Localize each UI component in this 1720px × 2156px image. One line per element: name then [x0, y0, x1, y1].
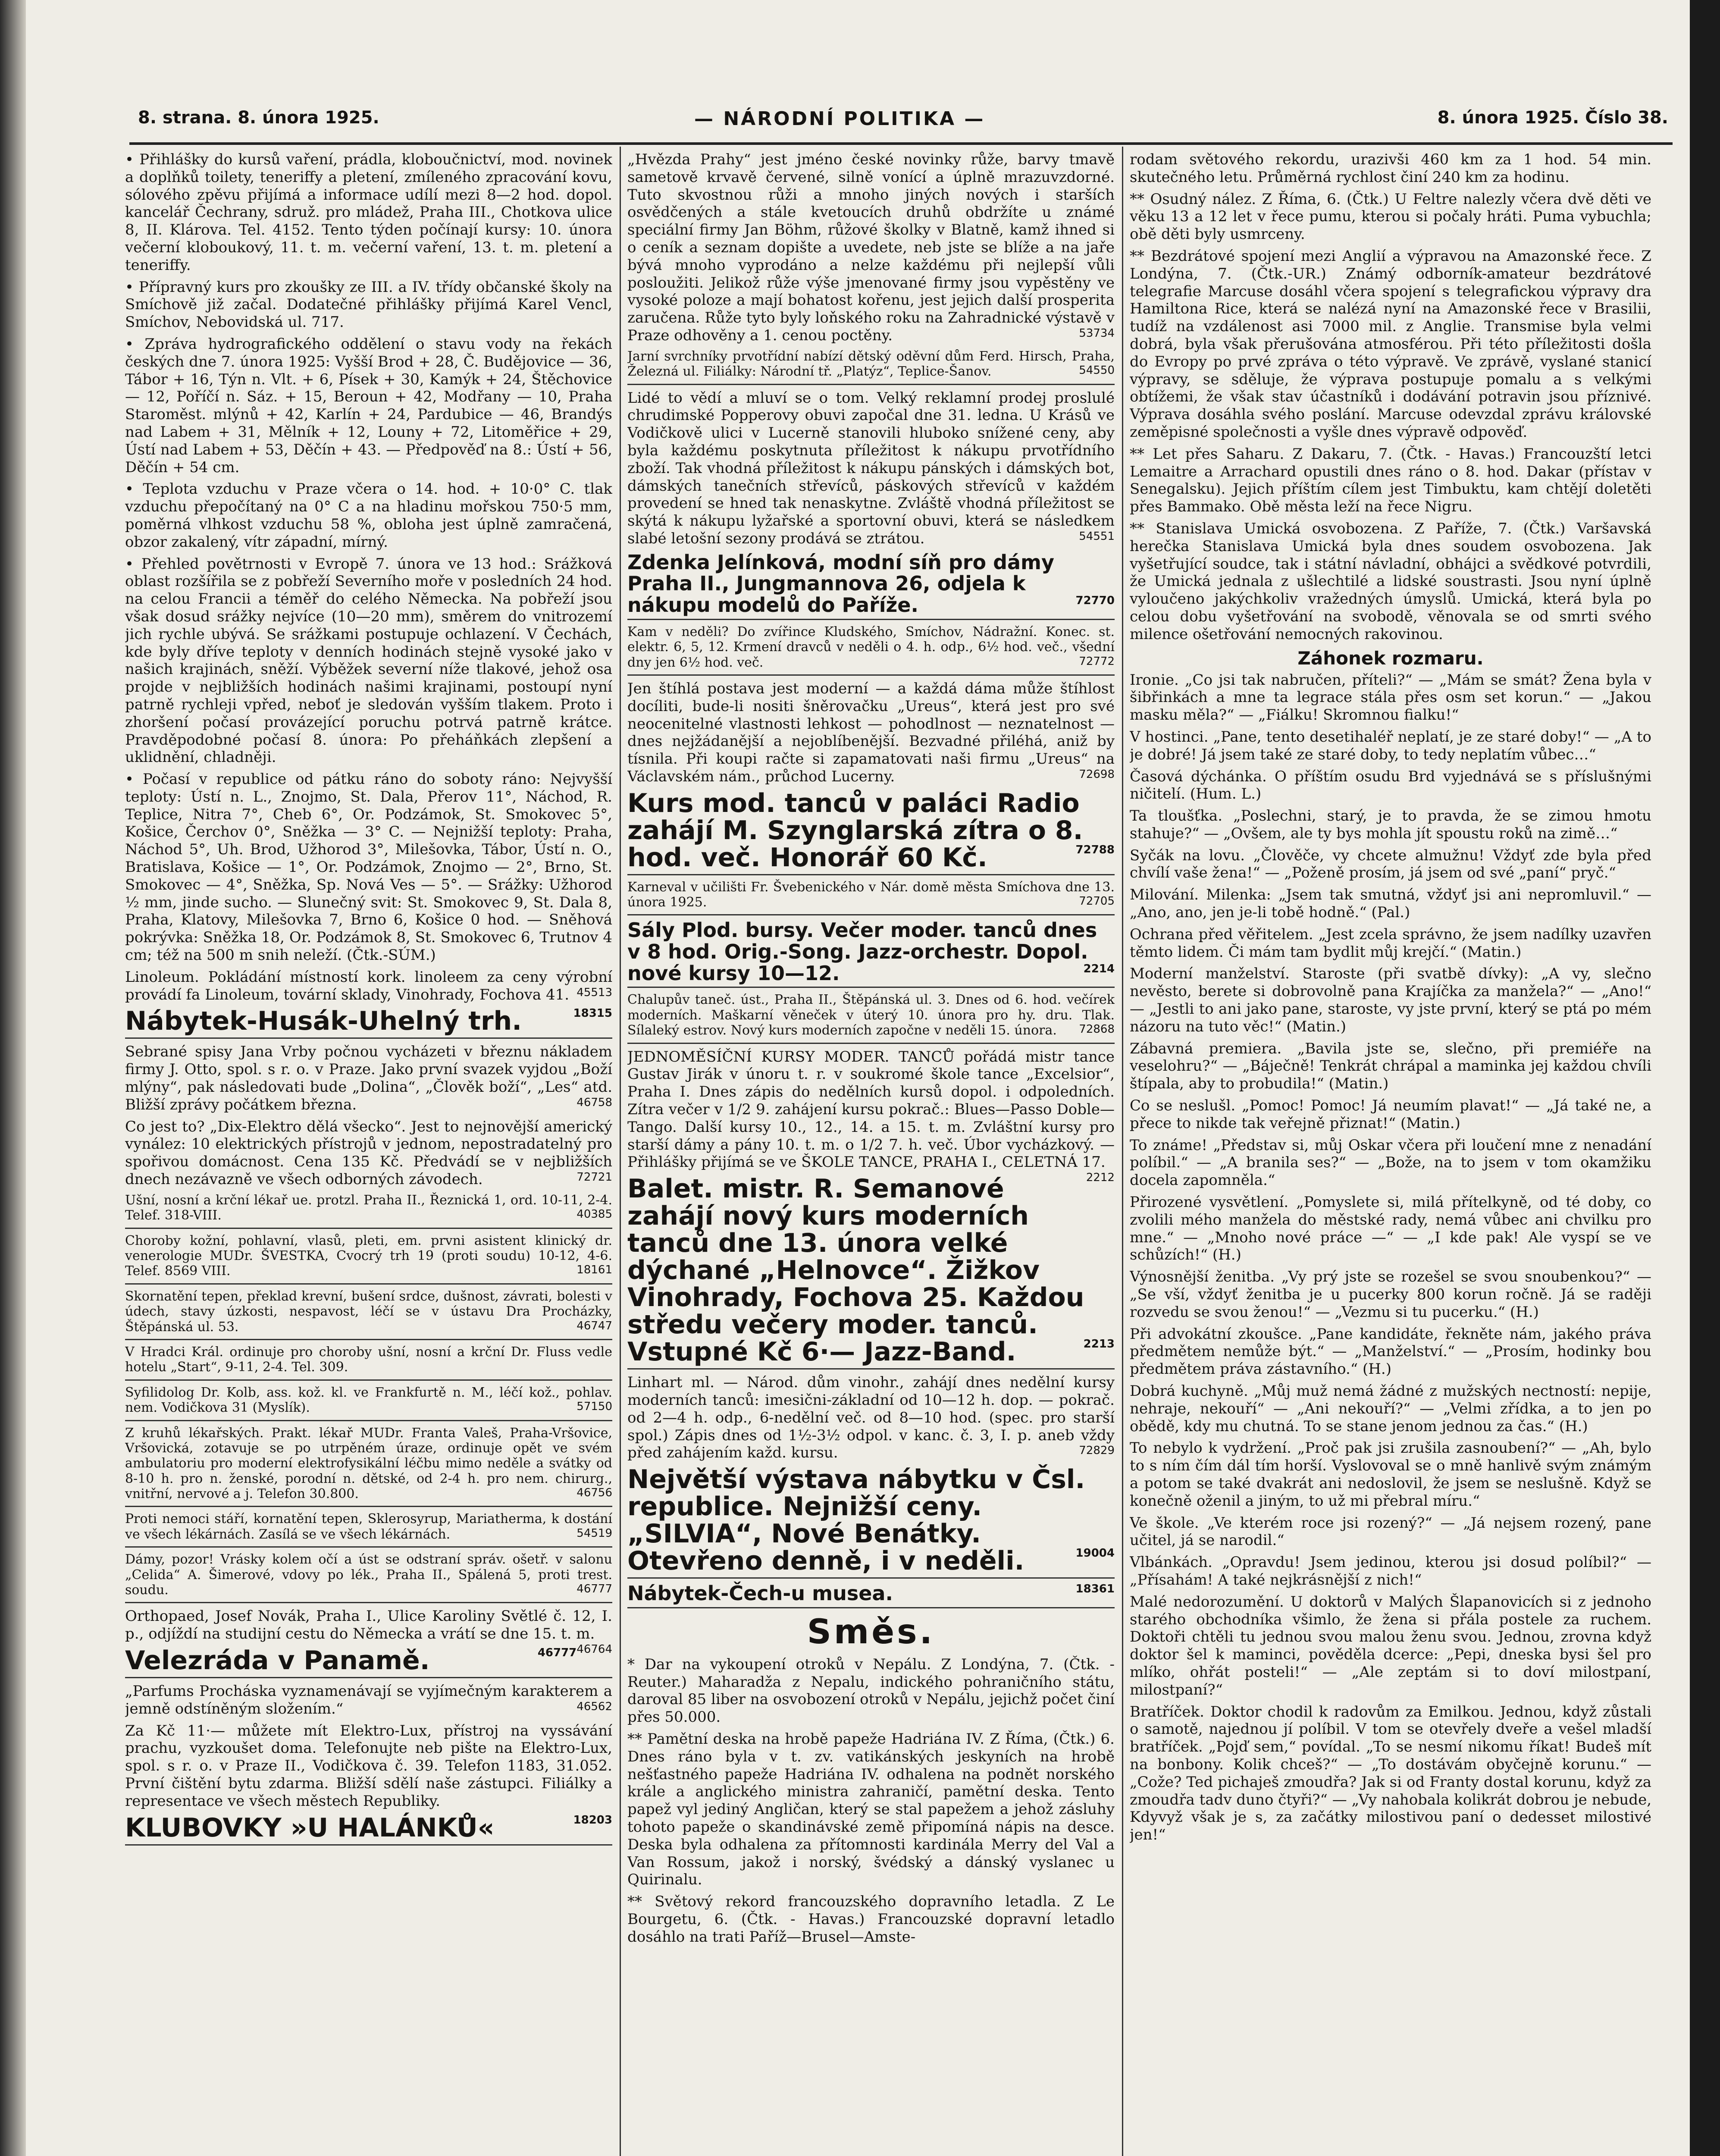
item-text: Dámy, pozor! Vrásky kolem očí a úst se odstraní správ. ošetř. v salonu „Celida“ A. Šimerové, vdovy po lék., Praha II., Spálená 5, proti trest. soudu. [125, 1552, 612, 1598]
classified-notice [125, 1289, 612, 1335]
classified-notice [627, 992, 1115, 1038]
news-item [1130, 248, 1651, 441]
item-text: • Teplota vzduchu v Praze včera o 14. hod. + 10·0° C. tlak vzduchu přepočítaný na 0° C a na hladinu mořskou 750·5 mm, poměrná vlhkost vzduchu 58 %, obloha jest úplně zamračená, obzor zakalený, vítr západní, mírný. [125, 480, 612, 551]
classified-notice [125, 1426, 612, 1502]
ad-reference-number: 72829 [1079, 1444, 1115, 1457]
header-rule [129, 142, 1673, 145]
ad-separator [125, 1283, 612, 1285]
news-item [627, 389, 1115, 548]
item-text: Proti nemoci stáří, kornatění tepen, Sklerosyrup, Mariatherma, k dostání ve všech lékárnách. Zasílá se ve všech lékárnách. [125, 1511, 612, 1542]
news-item [1130, 671, 1651, 724]
item-text: ** Stanislava Umická osvobozena. Z Paříže, 7. (Čtk.) Varšavská herečka Stanislava Umická byla dnes soudem osvobozena. Jak vyšetřující soudce, tak i státní návladní, obhájci a svědkové potvrdili, že Umická jednala z ušlechtilé a lidské soustrasti. Jsou nyní úplně vyloučeno jakýchkoliv vražedných úmyslů. Umická, která byla po celou dobu vyšetřování na svobodě, věnovala se od smrti svého milence ošetřování nemocných rakovinou. [1130, 520, 1651, 643]
ad-separator [125, 1844, 612, 1846]
item-text: Balet. mistr. R. Semanové zahájí nový kurs moderních tanců dne 13. února velké dýchané „Helnovce“. Žižkov Vinohrady, Fochova 25. Každou středu večery moder. tanců. Vstupné Kč 6·— Jazz-Band. [627, 1174, 1084, 1367]
item-text: ** Světový rekord francouzského dopravního letadla. Z Le Bourgetu, 6. (Čtk. - Havas.) Francouzské dopravní letadlo dosáhlo na trati Paříž—Brusel—Amste- [627, 1893, 1115, 1946]
column-3 [1130, 151, 1651, 2156]
classified-notice [125, 1511, 612, 1542]
classified-notice [125, 1552, 612, 1598]
header-right: 8. února 1925. Číslo 38. [1437, 108, 1668, 128]
column-subheading [1130, 648, 1651, 669]
ad-reference-number: 54550 [1079, 364, 1115, 377]
item-text: Časová dýchánka. O příštím osudu Brd vyjednává se s příslušnými ničitelí. (Hum. L.) [1130, 768, 1651, 803]
ad-reference-number: 54551 [1079, 530, 1115, 543]
ad-separator [627, 914, 1115, 915]
news-item [1130, 1703, 1651, 1844]
news-item [1130, 151, 1651, 186]
classified-notice [125, 1233, 612, 1279]
news-item [1130, 1326, 1651, 1378]
ad-reference-number: 46764 [576, 1643, 612, 1656]
ad-separator [627, 619, 1115, 620]
ad-separator [627, 1043, 1115, 1044]
news-item [1130, 1439, 1651, 1510]
item-text: • Počasí v republice od pátku ráno do soboty ráno: Nejvyšší teploty: Ústí n. L., Znojmo, St. Dala, Přerov 11°, Náchod, R. Teplice, Nitra 7°, Cheb 6°, Or. Podzámok, St. Smokovec 5°, Košice, Čerchov 0°, Sněžka — 3° C. — Nejnižší teploty: Praha, Náchod 5°, Uh. Brod, Užhorod 3°, Milešovka, Tábor, Ústí n. O., Bratislava, Košice — 1°, Or. Podzámok, Znojmo — 2°, Brno, St. Smokovec — 4°, Sněžka, Sp. Nová Ves — 5°. — Srážky: Užhorod ½ mm, jinde sucho. — Slunečný svit: St. Smokovec 9, St. Dala 8, Praha, Klatovy, Milešovka 7, Brno 6, Košice 0 hod. — Sněhová pokrývka: Sněžka 18, Or. Podzámok 8, St. Smokovec 6, Trutnov 4 cm; též na 500 m snih neleží. (Čtk.-SÚM.) [125, 771, 612, 964]
news-item [1130, 520, 1651, 643]
item-text: Ve škole. „Ve kterém roce jsi rozený?“ — „Já nejsem rozený, pane učitel, já se narodil.“ [1130, 1514, 1651, 1549]
news-item [125, 1683, 612, 1718]
ad-reference-number: 18203 [573, 1813, 612, 1827]
news-item [1130, 768, 1651, 803]
ad-reference-number: 19004 [1075, 1547, 1115, 1560]
item-text: Velezráda v Panamě. [125, 1645, 430, 1676]
ad-reference-number: 18161 [576, 1263, 612, 1277]
news-item [125, 480, 612, 551]
ad-separator [627, 1607, 1115, 1608]
page-header [138, 108, 1668, 138]
ad-reference-number: 45513 [576, 986, 612, 999]
ad-reference-number: 18361 [1075, 1583, 1115, 1596]
item-text: Sebrané spisy Jana Vrby počnou vycházeti v březnu nákladem firmy J. Otto, spol. s r. o. v Praze. Jako první svazek vyjdou „Boží mlýny“, pak následovati bude „Dolina“, „Člověk boží“, „Les“ atd. Bližší zprávy počátkem března. [125, 1043, 612, 1113]
news-item [1130, 445, 1651, 516]
ad-reference-number: 18315 [573, 1007, 612, 1020]
news-item [627, 680, 1115, 786]
item-text: • Zpráva hydrografického oddělení o stavu vody na řekách českých dne 7. února 1925: Vyšší Brod + 28, Č. Budějovice — 36, Tábor + 16, Týn n. Vlt. + 6, Písek + 30, Kamýk + 24, Štěchovice — 12, Poříčí n. Sáz. + 15, Beroun + 42, Modřany — 10, Praha Staroměst. mlýnů + 42, Karlín + 24, Pardubice — 46, Brandýs nad Labem + 31, Mělník + 12, Louny + 72, Litoměřice + 29, Ústí nad Labem + 53, Děčín + 43. — Předpověď na 8.: Ústí + 56, Děčín + 54 cm. [125, 335, 612, 476]
ad-separator [627, 1368, 1115, 1369]
ad-reference-number: 72868 [1079, 1023, 1115, 1036]
news-item [1130, 1554, 1651, 1589]
ad-separator [125, 1037, 612, 1039]
display-advertisement [627, 790, 1115, 871]
item-text: „Parfums Procháska vyznamenávají se vyjímečným karakterem a jemně odstíněným složením.“ [125, 1683, 612, 1717]
item-text: Záhonek rozmaru. [1297, 647, 1484, 669]
news-item [125, 968, 612, 1004]
item-text: Jarní svrchníky prvotřídní nabízí dětský oděvní dům Ferd. Hirsch, Praha, Železná ul. Filiálky: Národní tř. „Platýz“, Teplice-Šanov. [627, 348, 1115, 379]
ad-reference-number: 72788 [1075, 843, 1115, 856]
item-text: Co se neslušl. „Pomoc! Pomoc! Já neumím plavat!“ — „Já také ne, a přece to nikde tak veřejně přiznat!“ (Matin.) [1130, 1097, 1651, 1132]
ad-separator [627, 987, 1115, 988]
item-text: Sály Plod. bursy. Večer moder. tanců dnes v 8 hod. Orig.-Song. Jazz-orchestr. Dopol. nové kursy 10—12. [627, 918, 1097, 985]
ad-separator [627, 1577, 1115, 1579]
column-divider [1122, 147, 1123, 2156]
item-text: To nebylo k vydržení. „Proč pak jsi zrušila zasnoubení?“ — „Ah, bylo to s ním čím dál tím horší. Vyslovoval se o mně hanlivě svým známým a potom se také dvakrát ani nedoslovil, že jsem se neslušně. Když se konečně oženil a jiným, to už mi přebral míru.“ [1130, 1439, 1651, 1510]
display-advertisement [125, 1814, 612, 1842]
ad-separator [125, 1602, 612, 1603]
ad-reference-number: 46777 [537, 1646, 577, 1660]
news-item [1130, 847, 1651, 882]
item-text: Lidé to vědí a mluví se o tom. Velký reklamní prodej proslulé chrudimské Popperovy obuvi započal dne 31. ledna. U Krásů ve Vodičkově ulici v Lucerně stanovili hluboko snížené ceny, aby byla každému poskytnuta příležitost k nákupu prvotřídního zboží. Tak vhodná příležitost k nákupu pánských i dámských bot, dámských tanečních střevíců, páskových střevíců v každém provedení se hned tak nenaskytne. Zvláště vhodná příležitost se skýtá k nákupu lyžařské a sportovní obuvi, která se následkem slabé letošní sezony prodává se ztrátou. [627, 389, 1115, 547]
item-text: Linhart ml. — Národ. dům vinohr., zahájí dnes nedělní kursy moderních tanců: imesični-základní od 10—12 h. dop. — pokrač. od 2—4 h. odp., 6-nedělní več. od 8—10 hod. (spec. pro starší spol.) Zápis dnes od 1½-3½ odpol. v kanc. č. 3, I. p. aneb vždy před zahájením každ. kursu. [627, 1374, 1115, 1462]
news-item [1130, 965, 1651, 1035]
news-item [125, 151, 612, 274]
news-item [627, 1048, 1115, 1185]
item-text: Syfilidolog Dr. Kolb, ass. kož. kl. ve Frankfurtě n. M., léčí kož., pohlav. nem. Vodičkova 31 (Myslík). [125, 1385, 612, 1416]
item-text: • Přihlášky do kursů vaření, prádla, kloboučnictví, mod. novinek a doplňků toilety, teneriffy a pletení, zmíleného zpracování kovu, sólového zpěvu přijímá a informace udílí mezi 8—2 hod. dopol. kancelář Čechrany, sdruž. pro mládež, Praha III., Chotkova ulice 8, II. Klárova. Tel. 4152. Tento týden počínají kursy: 10. února večerní kloboukový, 11. t. m. večerní vaření, 13. t. m. pletení a teneriffy. [125, 151, 612, 274]
item-text: Výnosnější ženitba. „Vy prý jste se rozešel se svou snoubenkou?“ — „Se vší, vždyť ženitba je u pucerky 800 korun ročně. Já se raději rozvedu se svou ženou!“ — „Vezmu si tu pucerku.“ (H.) [1130, 1268, 1651, 1321]
item-text: Za Kč 11·— můžete mít Elektro-Lux, přístroj na vyssávání prachu, vyzkoušet doma. Telefonujte neb pište na Elektro-Lux, spol. s r. o. v Praze II., Vodičkova č. 39. Telefon 1183, 31.052. První čištění bytu zdarma. Bližší sdělí naše zástupci. Filiálky a representace ve všech městech Republiky. [125, 1722, 612, 1810]
item-text: Malé nedorozumění. U doktorů v Malých Šlapanovicích si z jednoho starého obchodníka všimlo, že žena si přála postele za ruchem. Doktoři chtěli tu jednou svou malou ženu svou. Jednou, zrovna když doktor šel k maminci, pověděla dcerce: „Pepi, dneska bysi šel pro mlíko, ohřát posteli!“ — „Ale zeptám si to doví milostpaní, milostpaní?“ [1130, 1593, 1651, 1698]
item-text: To známe! „Představ si, můj Oskar včera při loučení mne z nenadání políbil.“ — „A branila ses?“ — „Bože, na to jsem v tom okamžiku docela zapomněla.“ [1130, 1136, 1651, 1189]
classified-notice [627, 624, 1115, 670]
item-text: Karneval v učilišti Fr. Švebenického v Nár. domě města Smíchova dne 13. února 1925. [627, 879, 1115, 910]
news-item [627, 151, 1115, 345]
bold-advertisement [627, 920, 1115, 984]
news-item [1130, 1268, 1651, 1321]
news-item [1130, 926, 1651, 961]
ad-separator [627, 874, 1115, 875]
classified-notice [125, 1193, 612, 1223]
item-text: JEDNOMĚSÍČNÍ KURSY MODER. TANCŮ pořádá mistr tance Gustav Jirák v únoru t. r. v soukromé škole tance „Excelsior“, Praha I. Dnes zápis do nedělních kursů dopol. i odpoledních. Zítra večer v 1/2 9. zahájení kursu pokrač.: Blues—Passo Doble—Tango. Další kursy 10., 12., 14. a 15. t. m. Zvláštní kursy pro starší dámy a pány 10. t. m. o 1/2 7. h. več. Úbor vycházkový. — Přihlášky přijímá se ve ŠKOLE TANCE, PRAHA I., CELETNÁ 17. [627, 1048, 1115, 1171]
display-advertisement [125, 1008, 612, 1035]
news-item [1130, 1593, 1651, 1699]
item-text: rodam světového rekordu, urazivši 460 km za 1 hod. 54 min. skutečného letu. Průměrná rychlost činí 240 km za hodinu. [1130, 151, 1651, 186]
item-text: Směs. [807, 1612, 935, 1651]
column-divider [620, 147, 621, 2156]
scan-edge-right [1690, 0, 1720, 2156]
ad-separator [125, 1228, 612, 1229]
news-item [125, 279, 612, 331]
item-text: * Dar na vykoupení otroků v Nepálu. Z Londýna, 7. (Čtk. - Reuter.) Maharadža z Nepalu, indického pohraničního státu, daroval 85 liber na osvobození otroků v Nepálu, jejichž počet činí přes 50.000. [627, 1655, 1115, 1726]
ad-reference-number: 40385 [576, 1208, 612, 1221]
news-item [125, 555, 612, 767]
ad-reference-number: 46562 [576, 1700, 612, 1713]
item-text: Skornatění tepen, překlad krevní, bušení srdce, dušnost, závrati, bolesti v údech, stavy úzkosti, nespavost, léčí se v ústavu Dra Procházky, Štěpánská ul. 53. [125, 1288, 612, 1335]
item-text: Ochrana před věřitelem. „Jest zcela správno, že jsem nadílky uzavřen těmto lidem. Či mám tam bydlit můj krejčí.“ (Matin.) [1130, 925, 1651, 961]
ad-reference-number: 72721 [576, 1171, 612, 1184]
news-item [1130, 1514, 1651, 1550]
item-text: Ta tloušťka. „Poslechni, starý, je to pravda, že se zimou hmotu stahuje?“ — „Ovšem, ale ty bys mohla jít spoustu roků na zimě…“ [1130, 807, 1651, 842]
bold-advertisement [627, 552, 1115, 616]
ad-separator [125, 1677, 612, 1678]
classified-notice [125, 1385, 612, 1416]
news-item [1130, 807, 1651, 843]
ad-separator [125, 1506, 612, 1507]
item-text: Dobrá kuchyně. „Můj muž nemá žádné z mužských nectností: nepije, nehraje, nekouří“ — „Ani nekouří?“ — „Velmi zřídka, a to jen po obědě, kdy mu chutná. To se stane jenom jednou za čas.“ (H.) [1130, 1382, 1651, 1435]
item-text: Linoleum. Pokládání místností kork. linoleem za ceny výrobní provádí fa Linoleum, tovární sklady, Vinohrady, Fochova 41. [125, 968, 612, 1003]
ad-reference-number: 2213 [1083, 1338, 1115, 1351]
ad-reference-number: 72705 [1079, 895, 1115, 908]
item-text: V Hradci Král. ordinuje pro choroby ušní, nosní a krční Dr. Fluss vedle hotelu „Start“, 9-11, 2-4. Tel. 309. [125, 1344, 612, 1375]
item-text: Kam v neděli? Do zvířince Kludského, Smíchov, Nádražní. Konec. st. elektr. 6, 5, 12. Krmení dravců v neděli o 4. h. odp., 6½ hod. več., všední dny jen 6½ hod. več. [627, 624, 1115, 670]
item-text: Přirozené vysvětlení. „Pomyslete si, milá přítelkyně, od té doby, co zvolili mého manžela do městské rady, nemá vůbec ani chvilku pro mne.“ — „Mnoho nové práce —“ — „I kde pak! Ale vyspí se ve schůzích!“ (H.) [1130, 1194, 1651, 1264]
news-item [627, 1374, 1115, 1462]
item-text: KLUBOVKY »U HALÁNKŮ« [125, 1812, 495, 1843]
news-item [1130, 1382, 1651, 1435]
item-text: Vlbánkách. „Opravdu! Jsem jedinou, kterou jsi dosud políbil?“ — „Přísahám! A také nejkrásnější z nich!“ [1130, 1554, 1651, 1589]
item-text: Choroby kožní, pohlavní, vlasů, pleti, em. prvni asistent klinický dr. venerologie MUDr. ŠVESTKA, Cvocrý trh 19 (proti soudu) 10-12, 4-6. Telef. 8569 VIII. [125, 1233, 612, 1279]
ad-separator [627, 384, 1115, 385]
bold-advertisement [627, 1583, 1115, 1604]
news-item [125, 771, 612, 964]
display-advertisement [125, 1647, 612, 1674]
ad-reference-number: 54519 [576, 1526, 612, 1540]
news-item [1130, 1194, 1651, 1264]
news-item [627, 1656, 1115, 1726]
column-1 [125, 151, 612, 2156]
item-text: Největší výstava nábytku v Čsl. republice. Nejnižší ceny. „SILVIA“, Nové Benátky. Otevřeno denně, i v neděli. [627, 1464, 1085, 1576]
ad-reference-number: 46756 [576, 1486, 612, 1500]
news-item [125, 1118, 612, 1188]
ad-reference-number: 2212 [1086, 1171, 1115, 1185]
ad-reference-number: 57150 [576, 1400, 612, 1413]
header-left: 8. strana. 8. února 1925. [138, 108, 379, 128]
item-text: Nábytek-Husák-Uhelný trh. [125, 1006, 522, 1037]
item-text: „Hvězda Prahy“ jest jméno české novinky růže, barvy tmavě sametově krvavě červené, silně vonící a úplně mrazuvzdorné. Tuto skvostnou růži a mnoho jiných nových i starších osvědčených a stále kvetoucích druhů obdržíte u známé speciální firmy Jan Böhm, růžové školky v Blatně, kamž ihned si o ceník a seznam dopište a uvedete, neb jste se blíže a na jaře bývá mnoho vyprodáno a nelze každému při nejlepší vůli posloužiti. Jelikož růže výše jmenované firmy jsou vypěstěny ve vysoké poloze a mají bohatost kořenu, jest jejich další prosperita zaručena. Růže tyto byly loňského roku na Zahradnické výstavě v Praze odhověny a 1. cenou poctěny. [627, 151, 1115, 344]
news-item [1130, 1137, 1651, 1189]
item-text: Syčák na lovu. „Člověče, vy chcete almužnu! Vždyť zde byla před chvílí vaše žena!“ — „Poženě prosím, já jsem od své „paní“ pryč.“ [1130, 846, 1651, 882]
item-text: Co jest to? „Dix-Elektro dělá všecko“. Jest to nejnovější americký vynález: 10 elektrických přístrojů v jednom, nepostradatelný pro spořivou domácnost. Cena 135 Kč. Předvádí se v nejbližších dnech nezávazně ve všech odborných závodech. [125, 1118, 612, 1188]
item-text: ** Bezdrátové spojení mezi Anglií a výpravou na Amazonské řece. Z Londýna, 7. (Čtk.-UR.) Známý odborník-amateur bezdrátové telegrafie Marcuse dosáhl včera spojení s telegrafickou výpravy dra Hamiltona Rice, která se nalézá nyní na Amazonské řece v Brasilii, tudíž na vzdálenost asi 7000 mil. z Anglie. Transmise byla velmi dobrá, byla však přerušována atmosférou. Při této příležitosti došla do Evropy po prvé zpráva o této výpravě. Ve zprávě, vyslané stanicí výpravy, se sděluje, že výprava postupuje pomalu a s velkými obtížemi, že však stav účastníků i dodávání potravin jsou příznivé. Výprava dosáhla svého poslání. Marcuse odevzdal zprávu královské zeměpisné společnosti a vyšle dnes výpravě odpověď. [1130, 247, 1651, 441]
item-text: ** Let přes Saharu. Z Dakaru, 7. (Čtk. - Havas.) Francouzští letci Lemaitre a Arrachard opustili dnes ráno o 8. hod. Dakar (přístav v Senegalsku). Jejich příštím cílem jest Timbuktu, kam chtějí doletěti přes Bammako. Obě města leží na řece Nigru. [1130, 445, 1651, 516]
section-heading [627, 1613, 1115, 1651]
item-text: Při advokátní zkoušce. „Pane kandidáte, řekněte nám, jakého práva předmětem nemůže být.“ — „Manželství.“ — „Prosím, hodinky bou předmětem práva zástavního.“ (H.) [1130, 1325, 1651, 1378]
news-item [627, 1730, 1115, 1889]
ad-reference-number: 72772 [1079, 655, 1115, 668]
news-item [125, 1043, 612, 1113]
item-text: Zábavná premiera. „Bavila jste se, slečno, při premiéře na veselohru?“ — „Báječně! Tenkrát chrápal a maminka jej každou chvíli štípala, aby to probudila!“ (Matin.) [1130, 1040, 1651, 1093]
ad-separator [627, 674, 1115, 676]
item-text: Ušní, nosní a krční lékař ue. protzl. Praha II., Řeznická 1, ord. 10-11, 2-4. Telef. 318-VIII. [125, 1192, 612, 1223]
classified-notice [627, 349, 1115, 379]
news-item [1130, 728, 1651, 764]
ad-separator [125, 1546, 612, 1548]
news-item [1130, 1097, 1651, 1132]
ad-reference-number: 46747 [576, 1319, 612, 1332]
item-text: Nábytek-Čech-u musea. [627, 1582, 893, 1605]
news-item [627, 1893, 1115, 1946]
classified-notice [627, 880, 1115, 910]
ad-reference-number: 72698 [1079, 768, 1115, 781]
news-item [125, 1722, 612, 1810]
item-text: ** Pamětní deska na hrobě papeže Hadriána IV. Z Říma, (Čtk.) 6. Dnes ráno byla v t. zv. vatikánských jeskyních na hrobě nešťastného papeže Hadriána IV. odhalena na podnět norského krále a anglického ministra zahraničí, pamětní deska. Tento papež vyl jediný Angličan, který se stal papežem a jehož zásluhy tohoto papeže o skandinávské země připomíná nápis na desce. Deska byla odhalena za přítomnosti kardinála Merry del Val a Van Rossum, jakož i norský, švédský a dánský vyslanec u Quirinalu. [627, 1730, 1115, 1889]
item-text: Moderní manželství. Staroste (při svatbě dívky): „A vy, slečno nevěsto, berete si dobrovolně pana Krajíčka za manžela?“ — „Ano!“ — „Jestli to ani jako pane, staroste, vy jste první, který se ptá po mém názoru na tuto věc!“ (Matin.) [1130, 965, 1651, 1035]
item-text: Orthopaed, Josef Novák, Praha I., Ulice Karoliny Světlé č. 12, I. p., odjíždí na studijní cestu do Německa a vrátí se dne 15. t. m. [125, 1608, 612, 1643]
item-text: Zdenka Jelínková, modní síň pro dámy Praha II., Jungmannova 26, odjela k nákupu modelů do Paříže. [627, 550, 1054, 617]
item-text: • Přípravný kurs pro zkoušky ze III. a IV. třídy občanské školy na Smíchově již začal. Dodatečné přihlášky přijímá Karel Vencl, Smíchov, Nebovidská ul. 717. [125, 278, 612, 331]
item-text: Ironie. „Co jsi tak nabručen, příteli?“ — „Mám se smát? Žena byla v šibřinkách a mne ta legrace stála přes osm set korun.“ — „Jakou masku měla?“ — „Fiálku! Skromnou fialku!“ [1130, 671, 1651, 724]
item-text: Kurs mod. tanců v paláci Radio zahájí M. Szynglarská zítra o 8. hod. več. Honorář 60 Kč. [627, 788, 1083, 873]
item-text: Chalupův taneč. úst., Praha II., Štěpánská ul. 3. Dnes od 6. hod. večírek moderních. Maškarní věneček v úterý 10. února pro hy. dru. Tlak. Sílaleký estrov. Nový kurs moderních započne v neděli 15. února. [627, 992, 1115, 1038]
display-advertisement [627, 1466, 1115, 1575]
item-text: V hostinci. „Pane, tento desetihaléř neplatí, je ze staré doby!“ — „A to je dobré! Já jsem také ze staré doby, to tedy neplatím vůbec…“ [1130, 728, 1651, 763]
item-text: Bratříček. Doktor chodil k radovům za Emilkou. Jednou, když zůstali o samotě, najednou jí políbil. V tom se otevřely dveře a vešel mladší bratříček. „Pojď sem,“ povídal. „To se nesmí nikomu říkat! Budeš mít na bonbony. Kolik chceš?“ — „To dostávám obyčejně korunu.“ — „Cože? Ted pichaješ zmoudřa? Jak si od Franty dostal korunu, když za zmoudřa tadv duno čtyři?“ — „Vy nahobala kolikrát dobrou je nebude, Kdyvyž však je s, za začátky milostivou paní o dedesset milostivé jen!“ [1130, 1703, 1651, 1844]
item-text: ** Osudný nález. Z Říma, 6. (Čtk.) U Feltre nalezly včera dvě děti ve věku 13 a 12 let v řece pumu, kterou si počaly hráti. Puma vybuchla; obě děti byly usmrceny. [1130, 190, 1651, 243]
ad-reference-number: 2214 [1083, 962, 1115, 975]
column-2 [627, 151, 1115, 2156]
news-item [125, 335, 612, 476]
ad-separator [125, 1420, 612, 1421]
ad-separator [125, 1379, 612, 1381]
ad-reference-number: 46777 [576, 1583, 612, 1596]
news-item [1130, 191, 1651, 243]
item-text: Milování. Milenka: „Jsem tak smutná, vždyť jsi ani nepromluvil.“ — „Ano, ano, jen je-li tobě hodně.“ (Pal.) [1130, 886, 1651, 921]
ad-separator [125, 1339, 612, 1340]
ad-reference-number: 72770 [1075, 594, 1115, 608]
masthead-title: — NÁRODNÍ POLITIKA — [694, 108, 985, 130]
display-advertisement [627, 1175, 1115, 1366]
ad-reference-number: 46758 [576, 1096, 612, 1109]
item-text: • Přehled povětrnosti v Evropě 7. února ve 13 hod.: Srážková oblast rozšířila se z pobřeží Severního moře v posledních 24 hod. na celou Francii a téměř do celého Německa. Na pobřeží jsou však dosud srážky nejvíce (10—20 mm), směrem do vnitrozemí jich rychle ubývá. Se srážkami postupuje ochlazení. V Čechách, kde byly dříve teploty v denních hodinách stejně vysoké jako v našich krajinách, sněží. Výběžek severní níže tlakové, jehož osa projde v nejbližších hodinách našimi krajinami, postoupí nyní patrně rychleji vpřed, neboť je sledován vyšším tlakem. Proto i zhoršení počasí provázející poruchu potrvá patrně krátce. Pravděpodobné počasí 8. února: Po přeháňkách zlepšení a uklidnění, chladněji. [125, 555, 612, 766]
classified-notice [125, 1344, 612, 1375]
item-text: Jen štíhlá postava jest moderní — a každá dáma může štíhlost docíliti, bude-li nositi šněrovačku „Ureus“, která jest pro své neocenitelné vlastnosti lehkost — pohodlnost — neznatelnost — dnes nejžádanější a nejoblíbenější. Bezvadné přiléhá, aniž by tísnila. Při koupi račte si zapamatovati naši firmu „Ureus“ na Václavském nám., průchod Lucerny. [627, 680, 1115, 785]
news-item [1130, 886, 1651, 921]
news-item [1130, 1040, 1651, 1093]
ad-reference-number: 53734 [1079, 326, 1115, 340]
scan-edge-left [0, 0, 26, 2156]
item-text: Z kruhů lékařských. Prakt. lékař MUDr. Franta Valeš, Praha-Vršovice, Vršovická, zotavuje se po utrpěném úraze, ordinuje opět ve svém ambulatoriu pro moderní elektrofysikální léčbu mimo neděle a svátky od 8-10 h. pro n. ženské, porodní n. dětské, od 2-4 h. pro nem. chirurg., vnitřní, nervové a j. Telefon 30.800. [125, 1425, 612, 1502]
